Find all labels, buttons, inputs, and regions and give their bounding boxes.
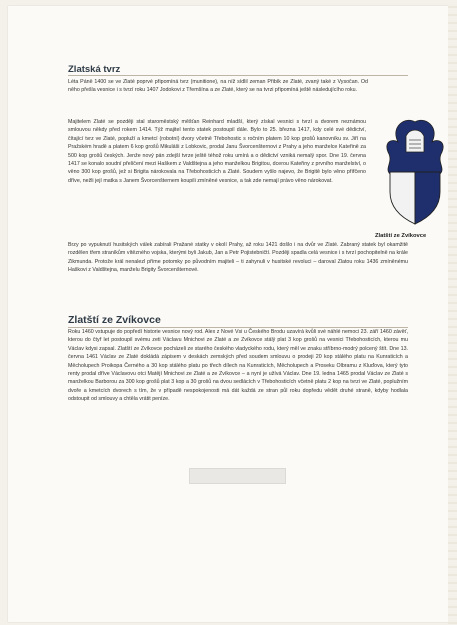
paragraph-intro: Léta Páně 1400 se ve Zlaté poprvé připomíná tvrz (munitione), na níž sídlil zeman Přibík ze Zlaté, zvaný také z Vysočan. Od něho přešla vesnice i s tvrzí roku 1407 Jodokovi z Třemšína a ze Zlaté, který se na tvrzi připomíná ještě následujícího roku. (68, 79, 368, 94)
page-tab-placeholder (189, 468, 286, 484)
helmet-shape (406, 130, 424, 152)
shield-right-blue (415, 172, 440, 224)
section-title-zlatska-tvrz: Zlatská tvrz (68, 64, 121, 75)
section-rule (68, 75, 408, 76)
document-page (8, 6, 454, 622)
shield-left-silver (390, 172, 415, 224)
paragraph-husitske-valky: Brzy po vypuknutí husitských válek zabírali Pražané statky v okolí Prahy, až roku 1421 došlo i na dvůr ve Zlaté. Zabraný statek byl okamžitě rozdělen třem straníkům vítězného vojska, kterými byli Jakub, Jan a Petr Pojistebničtí. Později spadla celá vesnice i s tvrzí pochopitelně na krále Zikmunda. Protože král nenalezl příme potomky po původním majiteli – ti zahynuli v husitské revoluci – daroval Zlatou roku 1436 zmíněnému Haškovi z Valdštejna, manželu Brigity Švorcenšternové. (68, 242, 408, 274)
coat-of-arms-icon (376, 112, 454, 230)
paragraph-majitel: Majitelem Zlaté se později stal staroměstský měšťan Reinhard mladší, který získal vesnici s tvrzí a dvorem neznámou smlouvou někdy před rokem 1414. Týž majitel tento statek postoupil dále. Bylo to 25. března 1417, kdy celé své dědictví, čítající tvrz ve Zlaté, popluží a kmetcí (robotní) dvory včetně Třebohostic s ročním platem 10 kop grošů kanovníku sv. Jiří na Pražském hradě a platem 6 kop grošů Mikuláši z Lobkovic, prodal Janu Švorcenšternovi z Prahy a jeho manželce Kateřině za 500 kop grošů českých. Jenže nový pán zdejší tvrze ještě téhož roku umírá a o dědictví vzniká nemalý spor. Dne 19. června 1417 se konalo soudní přelíčení mezi Haškem z Valdštejna a jeho manželkou Brigitou, dcerou Kateřiny z prvního manželství, o věno 300 kop grošů, jež si Brigita nárokovala na Třebohosticích a Zlaté. Soudem vyšlo najevo, že Brigitě bylo věno přiřčeno dříve, nežli její matka s Janem Švorcenšternem koupili zmíněné vesnice, a tak zde nemají právo věno nárokovat. (68, 119, 366, 184)
crest-caption: Zlatští ze Zvíkovce (375, 233, 427, 239)
paragraph-zlatsti: Roku 1460 vstupuje do popředí historie vesnice nový rod. Alex z Nové Vsi u Českého Brodu uzavírá kvůli své náhlé nemoci 23. září 1460 závěť, kterou do čtyř let postoupil svému zeti Václavu Mnichovi ze Zlaté a ze Zvíkovce stálý plat 3 kop grošů na vesnici Třebohosticích, kterou mu Václav kdysi zapsal. Zlatští ze Zvíkovce pocházeli ze starého českého vladyckého rodu, který měl ve znaku stříbrno-modrý polcený štít. Dne 13. června 1461 Václav ze Zlaté dokládá zápisem v deskách zemských před soudem smlouvu o prodeji 20 kop stálého platu na Kunraticích a Měcholupech Proikopa Černého a 30 kop stálého platu po třech dílech na Kunraticích, Měcholupech a Proseku Olbramu z Kluďova, který tyto renty prodal dříve Václavovu otci Matějí Mnichovi ze Zlaté a ze Zvíkovce – a nyní je užívá Václav. Dne 19. ledna 1465 prodal Václav ze Zlaté s manželkou Barborou za 300 kop grošů plat 3 kop a 30 grošů na dvou sedlácích v Třebohosticích včetně platu 2 kop na tvrzi ve Zlaté, poplužním dvoře a kmetcích dvorech s tím, že v případě nespokojenosti má dát každá ze stran půl roku dopředu vědět druhé straně, kdyby hodlala odstoupit od smlouvy a chtěla vrátit peníze. (68, 329, 408, 403)
page-edge (448, 0, 457, 625)
section-title-zlatsti-ze-zvikovce: Zlatští ze Zvíkovce (68, 314, 161, 326)
